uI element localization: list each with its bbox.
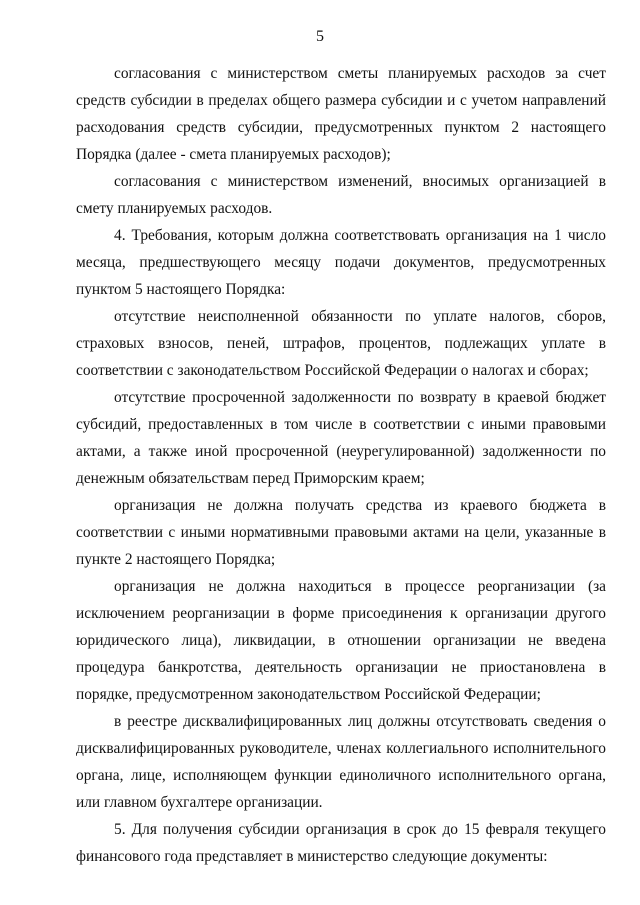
paragraph-estimate-changes: согласования с министерством изменений, вносимых организацией в смету планируемых расходов. — [76, 173, 606, 217]
paragraph-no-tax-debt: отсутствие неисполненной обязанности по уплате налогов, сборов, страховых взносов, пеней, штрафов, процентов, подлежащих уплате в соответствии с законодательством Российской Федерации о налогах и сборах; — [76, 308, 606, 379]
page-number: 5 — [316, 28, 324, 45]
paragraph-no-reorganization: организация не должна находиться в процессе реорганизации (за исключением реорганизации в форме присоединения к организации другого юридического лица), ликвидации, в отношении организации не введена процедура банкротства, деятельность организации не приостановлена в порядке, предусмотренном законодательством Российской Федерации; — [76, 578, 606, 703]
paragraph-requirements-heading: 4. Требования, которым должна соответствовать организация на 1 число месяца, предшествующего месяцу подачи документов, предусмотренных пунктом 5 настоящего Порядка: — [76, 227, 606, 298]
paragraph-estimate-approval: согласования с министерством сметы планируемых расходов за счет средств субсидии в пределах общего размера субсидии и с учетом направлений расходования средств субсидии, предусмотренных пунктом 2 настоящего Порядка (далее - смета планируемых расходов); — [76, 65, 606, 163]
document-body — [76, 60, 606, 870]
paragraph-no-overdue-debt: отсутствие просроченной задолженности по возврату в краевой бюджет субсидий, предоставленных в том числе в соответствии с иными правовыми актами, а также иной просроченной (неурегулированной) задолженности по денежным обязательствам перед Приморским краем; — [76, 389, 606, 487]
paragraph-documents-submission: 5. Для получения субсидии организация в срок до 15 февраля текущего финансового года представляет в министерство следующие документы: — [76, 821, 606, 865]
paragraph-no-other-funding: организация не должна получать средства из краевого бюджета в соответствии с иными нормативными правовыми актами на цели, указанные в пункте 2 настоящего Порядка; — [76, 497, 606, 568]
paragraph-disqualified-registry: в реестре дисквалифицированных лиц должны отсутствовать сведения о дисквалифицированных руководителе, членах коллегиального исполнительного органа, лице, исполняющем функции единоличного исполнительного органа, или главном бухгалтере организации. — [76, 713, 606, 811]
